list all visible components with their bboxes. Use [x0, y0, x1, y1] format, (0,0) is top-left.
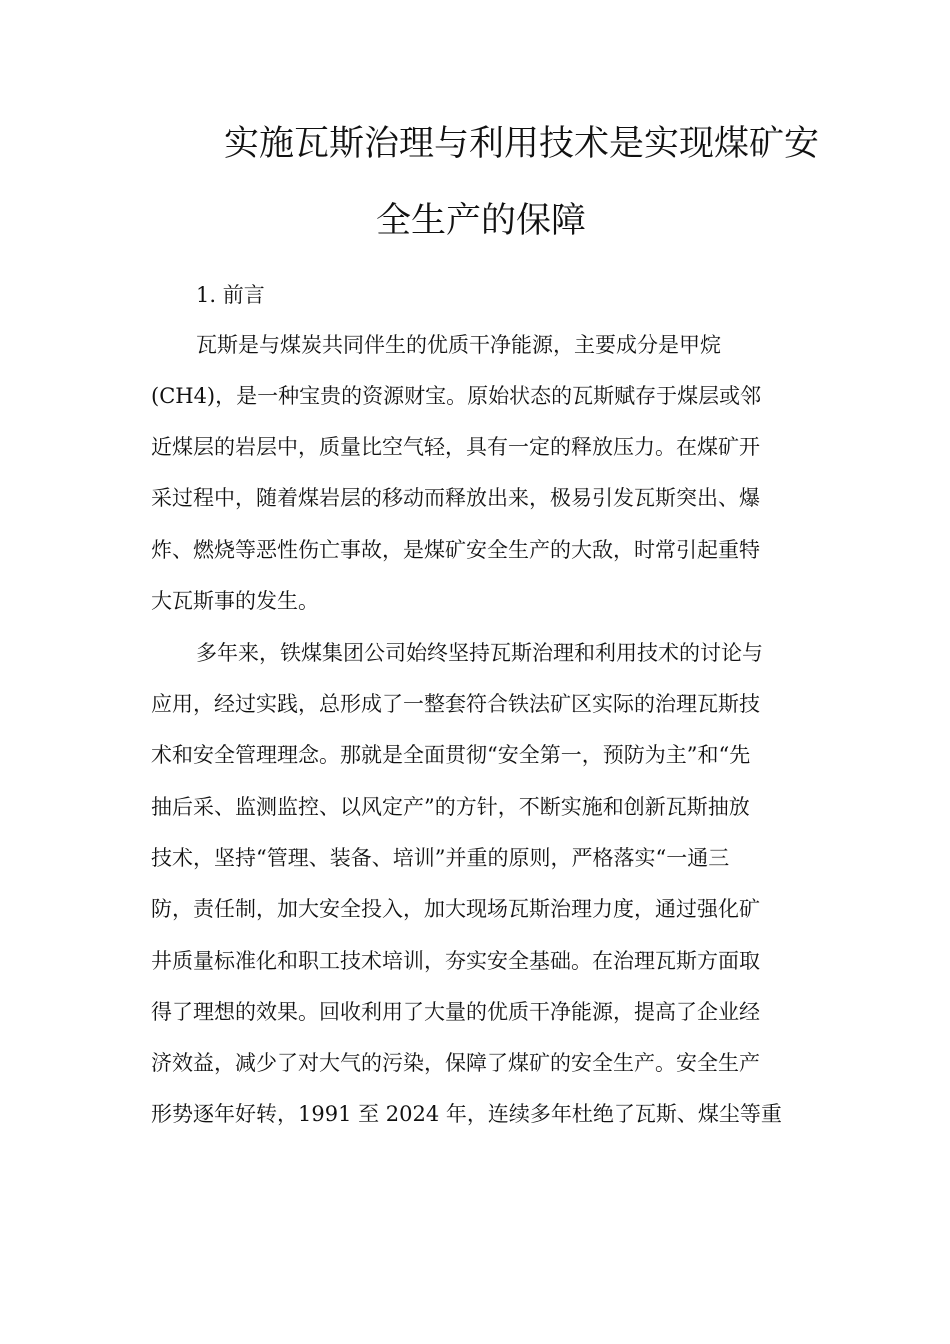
- paragraph-line: 抽后采、监测监控、以风定产”的方针，不断实施和创新瓦斯抽放: [151, 795, 750, 819]
- title-line-1: 实施瓦斯治理与利用技术是实现煤矿安: [224, 124, 820, 164]
- paragraph-line: 技术，坚持“管理、装备、培训”并重的原则，严格落实“一通三: [151, 846, 730, 870]
- paragraph-line: 术和安全管理理念。那就是全面贯彻“安全第一，预防为主”和“先: [151, 743, 751, 767]
- paragraph-line: 防，责任制，加大安全投入，加大现场瓦斯治理力度，通过强化矿: [151, 897, 760, 921]
- paragraph-line: 多年来，铁煤集团公司始终坚持瓦斯治理和利用技术的讨论与: [196, 641, 763, 665]
- section-heading: 1. 前言: [196, 283, 265, 307]
- paragraph-line: 济效益，减少了对大气的污染，保障了煤矿的安全生产。安全生产: [151, 1051, 760, 1075]
- paragraph-line: 采过程中，随着煤岩层的移动而释放出来，极易引发瓦斯突出、爆: [151, 486, 760, 510]
- paragraph-line: 炸、燃烧等恶性伤亡事故，是煤矿安全生产的大敌，时常引起重特: [151, 538, 760, 562]
- paragraph-line: 大瓦斯事的发生。: [151, 589, 319, 613]
- title-line-2: 全生产的保障: [376, 201, 587, 241]
- paragraph-line: 近煤层的岩层中，质量比空气轻，具有一定的释放压力。在煤矿开: [151, 435, 760, 459]
- paragraph-line: 得了理想的效果。回收利用了大量的优质干净能源，提高了企业经: [151, 1000, 760, 1024]
- paragraph-line: 形势逐年好转，1991 至 2024 年，连续多年杜绝了瓦斯、煤尘等重: [151, 1102, 782, 1126]
- paragraph-line: (CH4)，是一种宝贵的资源财宝。原始状态的瓦斯赋存于煤层或邻: [151, 384, 762, 408]
- paragraph-line: 应用，经过实践，总形成了一整套符合铁法矿区实际的治理瓦斯技: [151, 692, 760, 716]
- paragraph-line: 井质量标准化和职工技术培训，夯实安全基础。在治理瓦斯方面取: [151, 949, 760, 973]
- paragraph-line: 瓦斯是与煤炭共同伴生的优质干净能源，主要成分是甲烷: [196, 333, 721, 357]
